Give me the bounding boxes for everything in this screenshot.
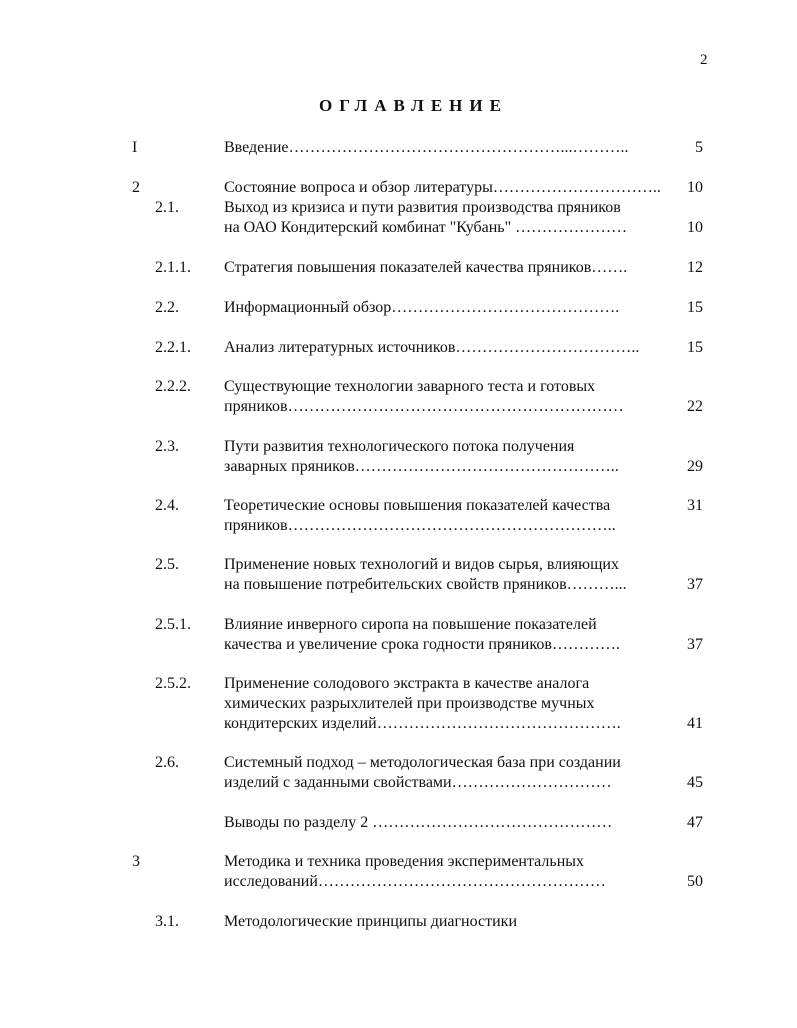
toc-entry-number: 2.5.1. <box>155 616 191 633</box>
toc-entry-title <box>224 198 670 238</box>
toc-entry-page: 12 <box>687 259 703 276</box>
toc-entry-line: кондитерских изделий………………………………………. <box>224 715 621 732</box>
toc-entry-number: 2.1.1. <box>155 259 191 276</box>
toc-entry-line: Выход из кризиса и пути развития производства пряников <box>224 199 621 216</box>
toc-entry-page: 47 <box>687 814 703 831</box>
toc-entry-title <box>224 258 670 278</box>
toc-entry-line: Пути развития технологического потока получения <box>224 438 575 455</box>
toc-entry-number: 2.5.2. <box>155 675 191 692</box>
toc-entry-line: Применение новых технологий и видов сырья, влияющих <box>224 556 619 573</box>
toc-entry-number: 2.3. <box>155 438 179 455</box>
toc-entry-title <box>224 298 670 318</box>
toc-entry-line: на повышение потребительских свойств пряников………... <box>224 576 627 593</box>
toc-entry-page: 37 <box>687 576 703 593</box>
toc-entry-title <box>224 813 670 833</box>
toc-entry-number: 2.2.1. <box>155 339 191 356</box>
toc-entry-page: 29 <box>687 458 703 475</box>
toc-entry-title <box>224 555 670 595</box>
toc-entry-title <box>224 674 670 734</box>
toc-entry-number: 2.4. <box>155 497 179 514</box>
toc-entry-line: Состояние вопроса и обзор литературы………………………….. <box>224 179 661 196</box>
toc-entry-line: Анализ литературных источников…………………………….. <box>224 339 640 356</box>
toc-entry-line: пряников……………………………………………………… <box>224 398 624 415</box>
toc-entry-title <box>224 753 670 793</box>
toc-entry-title <box>224 912 670 932</box>
toc-entry-page: 41 <box>687 715 703 732</box>
toc-entry-page: 10 <box>687 219 703 236</box>
toc-entry-line: Существующие технологии заварного теста и готовых <box>224 378 596 395</box>
toc-entry-page: 15 <box>687 299 703 316</box>
toc-entry-title <box>224 138 670 158</box>
toc-entry-page: 15 <box>687 339 703 356</box>
toc-entry-page: 37 <box>687 636 703 653</box>
toc-entry-title <box>224 615 670 655</box>
toc-entry-line: химических разрыхлителей при производстве мучных <box>224 695 595 712</box>
toc-entry-number: 2.1. <box>155 199 179 216</box>
toc-entry-number: 2.2.2. <box>155 378 191 395</box>
toc-entry-page: 22 <box>687 398 703 415</box>
toc-entry-number: 2.5. <box>155 556 179 573</box>
toc-entry-line: Применение солодового экстракта в качестве аналога <box>224 675 590 692</box>
toc-entry-title <box>224 178 670 198</box>
page-number: 2 <box>700 52 708 68</box>
toc-entry-page: 31 <box>687 497 703 514</box>
toc-title: ОГЛАВЛЕНИЕ <box>319 96 508 115</box>
toc-entry-page: 50 <box>687 873 703 890</box>
toc-entry-line: Теоретические основы повышения показателей качества <box>224 497 611 514</box>
toc-entry-title <box>224 496 670 536</box>
toc-entry-line: на ОАО Кондитерский комбинат "Кубань" ………………… <box>224 219 628 236</box>
toc-entry-line: качества и увеличение срока годности пряников…………. <box>224 636 620 653</box>
toc-entry-line: Информационный обзор……………………………………. <box>224 299 620 316</box>
toc-entry-title <box>224 377 670 417</box>
toc-entry-line: Методика и техника проведения экспериментальных <box>224 853 584 870</box>
toc-entry-page: 10 <box>687 179 703 196</box>
toc-entry-line: исследований……………………………………………… <box>224 873 606 890</box>
toc-entry-line: Влияние инверного сиропа на повышение показателей <box>224 616 597 633</box>
toc-entry-line: Введение……………………………………………...……….. <box>224 139 629 156</box>
toc-entry-number: I <box>132 139 138 156</box>
toc-entry-title <box>224 338 670 358</box>
toc-entry-page: 45 <box>687 774 703 791</box>
toc-entry-page: 5 <box>695 139 703 156</box>
toc-entry-title <box>224 437 670 477</box>
toc-entry-number: 3 <box>132 853 140 870</box>
toc-entry-number: 2.6. <box>155 754 179 771</box>
toc-entry-number: 2.2. <box>155 299 179 316</box>
toc-entry-number: 3.1. <box>155 913 179 930</box>
toc-entry-line: Стратегия повышения показателей качества пряников……. <box>224 259 628 276</box>
toc-entry-line: Системный подход – методологическая база при создании <box>224 754 621 771</box>
toc-entry-number: 2 <box>132 179 140 196</box>
toc-entry-line: Выводы по разделу 2 ……………………………………… <box>224 814 613 831</box>
toc-entry-line: пряников…………………………………………………….. <box>224 517 616 534</box>
toc-entry-line: Методологические принципы диагностики <box>224 913 518 930</box>
toc-entry-line: заварных пряников………………………………………….. <box>224 458 619 475</box>
toc-entry-line: изделий с заданными свойствами………………………… <box>224 774 612 791</box>
toc-entry-title <box>224 852 670 892</box>
